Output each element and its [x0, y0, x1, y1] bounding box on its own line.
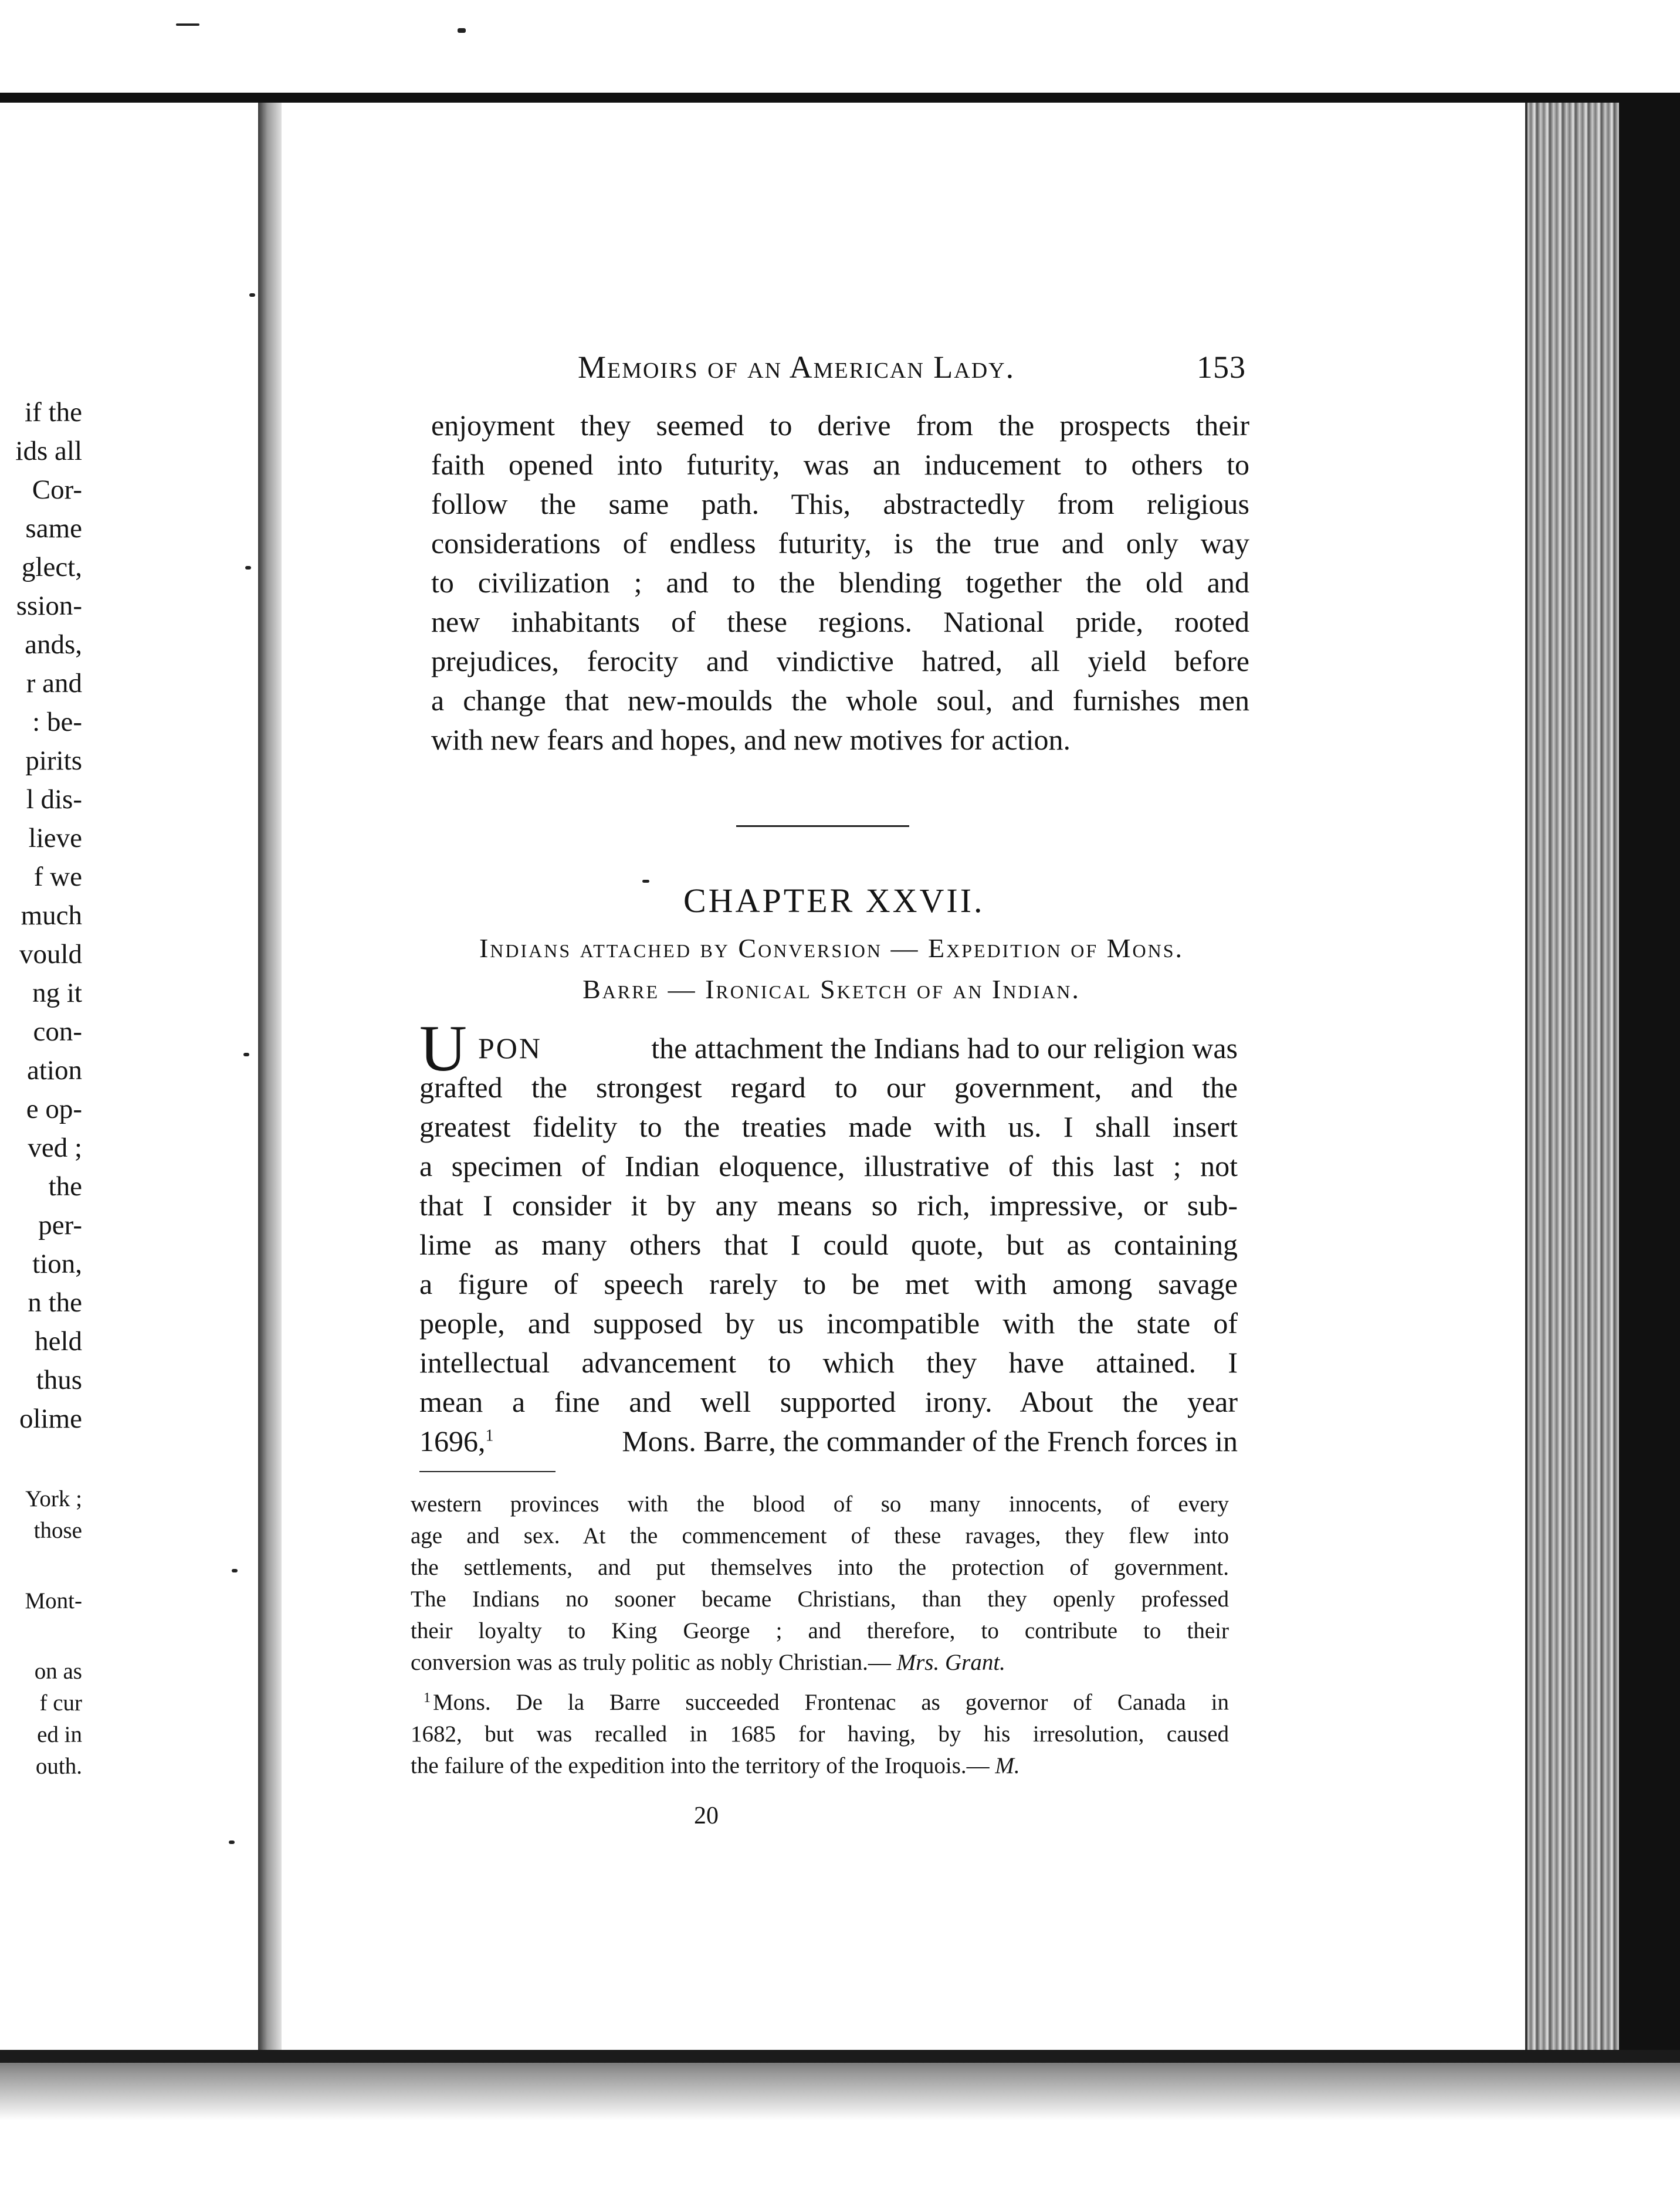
- left-footnote-fragment: ed in: [37, 1722, 82, 1747]
- left-fragment: glect,: [21, 552, 82, 582]
- left-fragment: ved ;: [28, 1133, 82, 1163]
- left-footnote-fragment: outh.: [35, 1754, 82, 1779]
- left-fragment: lieve: [28, 823, 82, 853]
- left-footnote-fragment: those: [33, 1518, 82, 1543]
- text-line: greatest fidelity to the treaties made with us. I shall insert: [419, 1110, 1238, 1143]
- footnote-line: their loyalty to King George ; and therefore, to contribute to their: [411, 1618, 1229, 1643]
- book-cover-edge: [1619, 103, 1680, 2050]
- footnote-reference[interactable]: 1: [485, 1426, 494, 1445]
- left-fragment: ids all: [15, 436, 82, 466]
- left-fragment: f we: [33, 862, 82, 892]
- text-line: a change that new-moulds the whole soul, and furnishes men: [431, 684, 1249, 717]
- left-fragment: : be-: [32, 707, 82, 737]
- text-line: lime as many others that I could quote, but as containing: [419, 1228, 1238, 1261]
- first-line-rest: the attachment the Indians had to our religion was: [651, 1032, 1238, 1065]
- footnote-attribution: M.: [995, 1753, 1020, 1778]
- left-fragment: the: [48, 1171, 82, 1202]
- left-page-text-fragments: [0, 0, 82, 2210]
- footnotes: [411, 1493, 1229, 1786]
- footnote-separator: [419, 1471, 556, 1472]
- chapter-paragraph: [419, 1012, 1238, 1466]
- continued-paragraph: [431, 411, 1249, 774]
- text-line: faith opened into futurity, was an inducement to others to: [431, 448, 1249, 481]
- scan-speck: [458, 28, 466, 33]
- left-fragment: held: [35, 1326, 82, 1357]
- text-line: prejudices, ferocity and vindictive hatred, all yield before: [431, 645, 1249, 677]
- text-line: that I consider it by any means so rich, impressive, or sub-: [419, 1189, 1238, 1222]
- footnote-line: The Indians no sooner became Christians, than they openly professed: [411, 1587, 1229, 1612]
- drop-cap: U: [419, 1012, 467, 1085]
- footnote-text: conversion was as truly politic as nobly Christian.—: [411, 1650, 891, 1675]
- left-fragment: pirits: [25, 745, 82, 776]
- scan-speck: [243, 1053, 249, 1056]
- left-fragment: much: [21, 900, 82, 931]
- running-head: Memoirs of an American Lady.: [578, 350, 1015, 385]
- text-line: a figure of speech rarely to be met with among savage: [419, 1267, 1238, 1300]
- scan-speck: [232, 1569, 238, 1572]
- left-fragment: per-: [38, 1210, 82, 1240]
- text-line-end: Mons. Barre, the commander of the French forces in: [622, 1425, 1238, 1457]
- text-line: mean a fine and well supported irony. About the year: [419, 1385, 1238, 1418]
- book-gutter: [258, 103, 282, 2050]
- text-line: enjoyment they seemed to derive from the prospects their: [431, 409, 1249, 442]
- text-line: with new fears and hopes, and new motives for action.: [431, 723, 1071, 756]
- scan-speck: [245, 566, 251, 570]
- footnote-marker: 1: [424, 1690, 431, 1706]
- left-footnote-fragment: York ;: [25, 1486, 82, 1511]
- left-fragment: l dis-: [26, 784, 82, 815]
- text-line: follow the same path. This, abstractedly from religious: [431, 487, 1249, 520]
- text-line: new inhabitants of these regions. National pride, rooted: [431, 605, 1249, 638]
- footnote-line: [411, 1754, 1020, 1777]
- left-fragment: tion,: [32, 1249, 82, 1279]
- page-number: 153: [1197, 350, 1246, 385]
- scan-speck: [249, 293, 255, 297]
- scan-speck: [229, 1840, 235, 1844]
- footnote-line: western provinces with the blood of so many innocents, of every: [411, 1492, 1229, 1517]
- footnote-1-first-line: [424, 1691, 1229, 1714]
- text-line: grafted the strongest regard to our government, and the: [419, 1071, 1238, 1104]
- chapter-subtitle-line-1: Indians attached by Conversion — Expedition of Mons.: [479, 933, 1184, 963]
- footnote-line: [411, 1651, 1005, 1674]
- chapter-title: CHAPTER XXVII.: [683, 882, 985, 920]
- text-line-with-footnote-ref: [419, 1426, 1238, 1456]
- text-line: a specimen of Indian eloquence, illustrative of this last ; not: [419, 1150, 1238, 1182]
- left-fragment: n the: [28, 1287, 82, 1318]
- left-fragment: olime: [19, 1404, 82, 1434]
- book-bottom-edge: [0, 2050, 1680, 2063]
- left-fragment: con-: [33, 1016, 82, 1047]
- scan-top-margin: [0, 0, 1680, 100]
- left-fragment: Cor-: [32, 474, 82, 505]
- left-fragment: ands,: [25, 629, 82, 660]
- footnote-line: 1682, but was recalled in 1685 for having, by his irresolution, caused: [411, 1721, 1229, 1747]
- scan-speck: [642, 880, 649, 883]
- left-fragment: r and: [26, 668, 82, 699]
- signature-mark: 20: [694, 1802, 719, 1829]
- left-footnote-fragment: f cur: [39, 1690, 82, 1716]
- year-text: 1696,: [419, 1425, 486, 1457]
- footnote-line: the settlements, and put themselves into the protection of government.: [411, 1555, 1229, 1580]
- left-fragment: ation: [27, 1055, 82, 1086]
- footnote-line: age and sex. At the commencement of these ravages, they flew into: [411, 1523, 1229, 1548]
- footnote-attribution: Mrs. Grant.: [896, 1650, 1005, 1675]
- left-fragment: ng it: [32, 978, 82, 1008]
- left-fragment: same: [25, 513, 82, 544]
- left-fragment: thus: [36, 1365, 82, 1395]
- first-word-rest: PON: [478, 1032, 543, 1065]
- footnote-text: the failure of the expedition into the territory of the Iroquois.—: [411, 1753, 990, 1778]
- first-line: [478, 1033, 1238, 1063]
- text-line: to civilization ; and to the blending together the old and: [431, 566, 1249, 599]
- left-fragment: if the: [25, 397, 82, 428]
- text-line-start: [419, 1426, 494, 1456]
- text-line: people, and supposed by us incompatible with the state of: [419, 1307, 1238, 1340]
- left-footnote-fragment: Mont-: [25, 1588, 82, 1614]
- footnote-line: Mons. De la Barre succeeded Frontenac as governor of Canada in: [433, 1690, 1229, 1715]
- section-divider: [736, 825, 909, 827]
- left-fragment: e op-: [26, 1094, 82, 1124]
- scan-bottom-margin: [0, 2050, 1680, 2210]
- left-footnote-fragment: on as: [34, 1659, 82, 1684]
- text-line: considerations of endless futurity, is the true and only way: [431, 527, 1249, 560]
- scan-speck: [176, 23, 199, 26]
- chapter-subtitle-line-2: Barre — Ironical Sketch of an Indian.: [582, 974, 1081, 1004]
- left-fragment: vould: [19, 939, 82, 970]
- text-line: intellectual advancement to which they have attained. I: [419, 1346, 1238, 1379]
- left-fragment: ssion-: [16, 591, 82, 621]
